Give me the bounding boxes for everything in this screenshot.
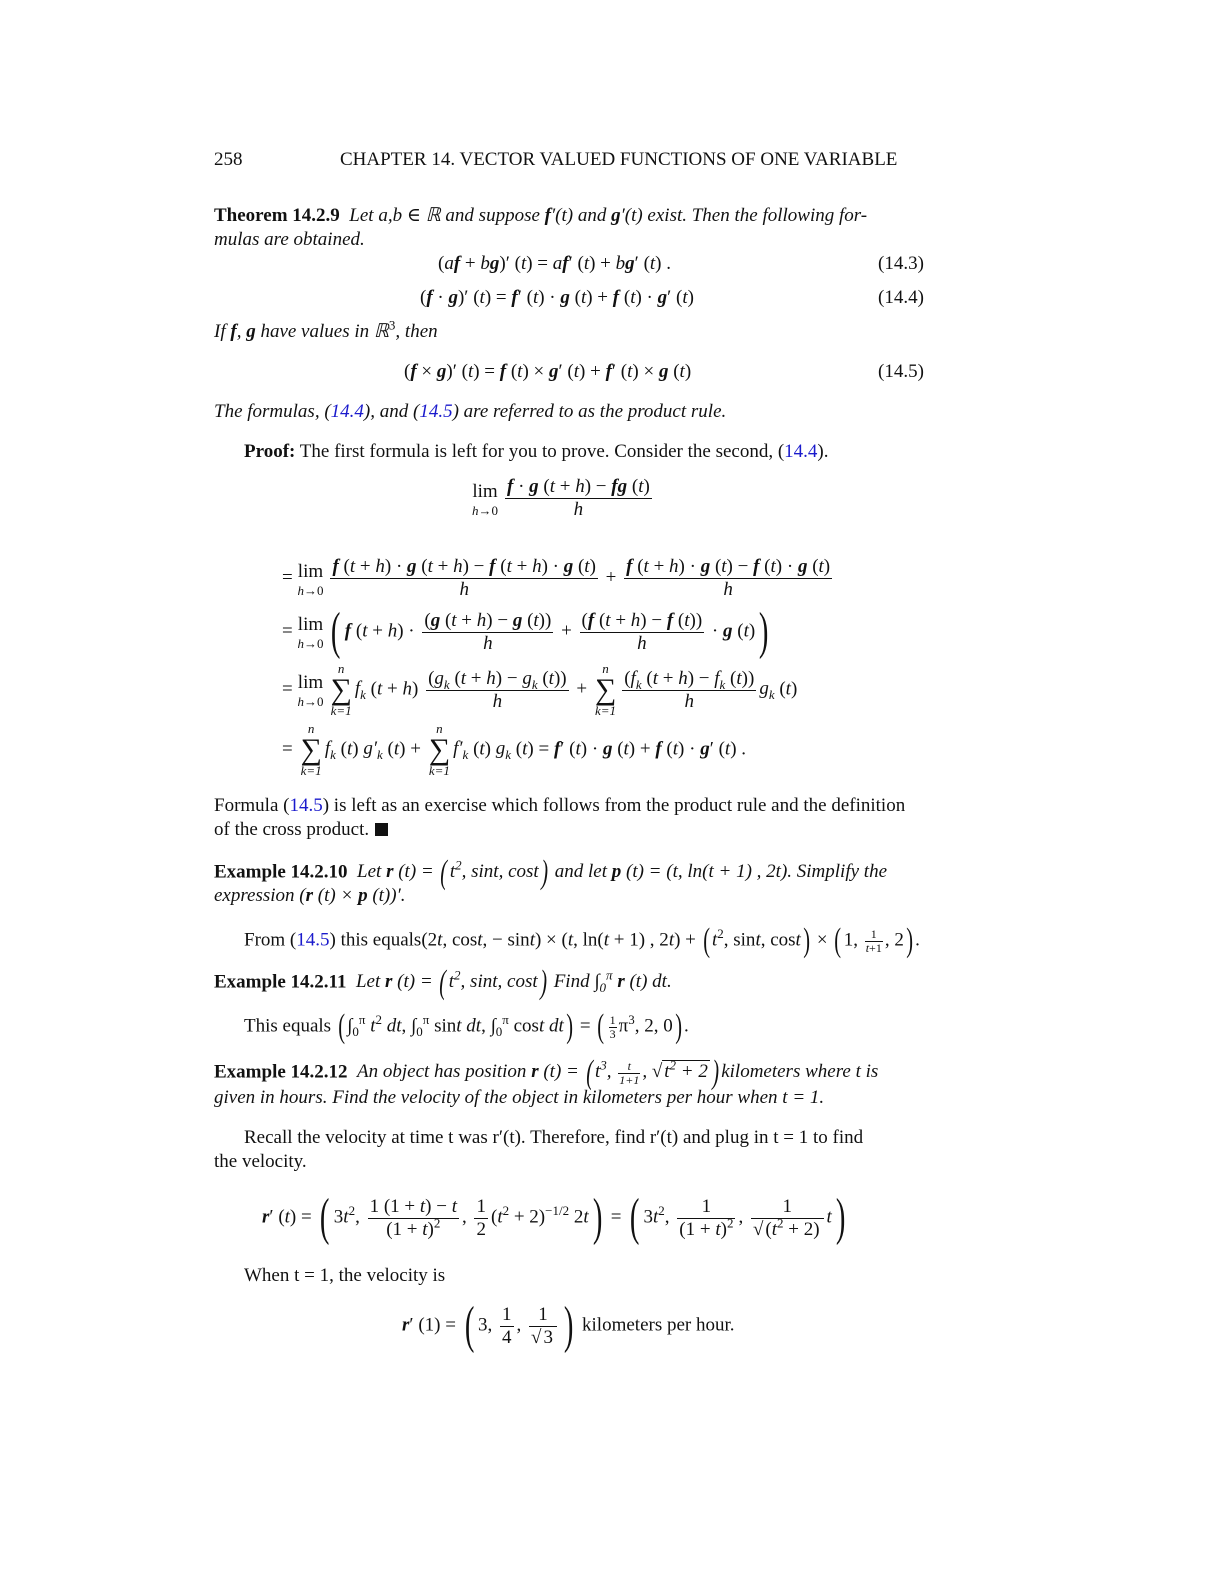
theorem-statement-cont: mulas are obtained. [214,229,365,250]
equation-14-4: (f · g)′ (t) = f′ (t) · g (t) + f (t) · g′ (t) [420,287,694,308]
exercise-note: Formula (14.5) is left as an exercise which follows from the product rule and the definition [214,795,906,816]
example-12-statement: Example 14.2.12 An object has position r (t) = ( $t^3$, $\frac{t}{1+1}$ , √ $t^2 + 2$ ) kilometers where t is [214,1054,879,1091]
derivation-line-2: = lim h→0 ( f (t + h) · $\frac{(g (t + h) - g (t))}{h}$ + $\frac{(f (t + h) - f (t))}{h}$ · g (t)) [282,603,769,660]
equation-number-14-4: (14.4) [878,287,924,308]
velocity-at-1-equation: r′ (1) = ( 3, $\frac{1}{4}$ , $\frac{1}{√ 3}$ ) kilometers per hour. [402,1297,735,1354]
velocity-units: kilometers per hour. [582,1314,735,1336]
proof-intro: Proof: The first formula is left for you to prove. Consider the second, (14.4). [244,441,829,462]
when-t-equals-1: When t = 1, the velocity is [244,1265,446,1286]
example-12-recall: Recall the velocity at time t was r′(t). Therefore, find r′(t) and plug in t = 1 to find [244,1127,864,1148]
theorem-statement: Theorem 14.2.9 Let a,b ∈ ℝ and suppose f′(t) and g′(t) exist. Then the following for- [214,205,868,226]
ref-link-14-5-example[interactable]: 14.5 [296,929,330,951]
proof-label: Proof: [244,441,296,462]
derivation-line-4: = n ∑ k=1 $f_k$ (t) $g'_k$ (t) + n ∑ k=1 $f'_k$ (t) $g_k$ (t) = f′ (t) · g (t) + f (t) · g′ (t) . [282,721,747,778]
running-title: CHAPTER 14. VECTOR VALUED FUNCTIONS OF ONE VARIABLE [340,149,898,170]
ref-link-14-5[interactable]: 14.5 [419,401,453,422]
example-10-statement: Example 14.2.10 Let r (t) = ( $t^2$, sint, cost) and let p (t) = (t, ln(t + 1) , 2t). Simplify the [214,854,888,891]
qed-square-icon [375,823,388,836]
product-rule-note: The formulas, (14.4), and (14.5) are referred to as the product rule. [214,401,727,422]
example-11-statement: Example 14.2.11 Let r (t) = ( $t^2$, sint, cost) Find $\int_0^\pi$ r (t) dt. [214,964,672,1001]
derivation-line-1: = lim h→0 $\frac{f (t + h) \cdot g (t + h) - f (t + h) \cdot g (t)}{h}$ + $\frac{f (t + h) \cdot g (t) - f (t) \cdot g (t)}{h}$ [282,556,831,600]
ref-link-14-4-proof[interactable]: 14.4 [784,441,818,462]
exercise-note-cont: of the cross product. [214,818,388,842]
example-10-solution: From (14.5) this equals(2t, cost, − sint) × (t, ln(t + 1) , 2t) + ( $t^2$, sint, cost) × ( 1, $\frac{1}{t+1}$ , 2) . [244,922,920,959]
example-12-label: Example 14.2.12 [214,1061,348,1083]
equation-number-14-3: (14.3) [878,253,924,274]
theorem-label: Theorem 14.2.9 [214,205,340,226]
example-12-statement-cont: given in hours. Find the velocity of the object in kilometers per hour when t = 1. [214,1087,825,1108]
derivation-line-3: = lim h→0 n ∑ k=1 $f_k$ (t + h) $\frac{(g_k (t + h) - g_k (t))}{h}$ + n ∑ k=1 $\frac{(f_k (t + h) - f_k (t))}{h}$ $g_k$ (t) [282,661,798,718]
equation-14-3: (af + bg)′ (t) = af′ (t) + bg′ (t) . [438,253,671,274]
equation-number-14-5: (14.5) [878,361,924,382]
example-10-statement-cont: expression (r (t) × p (t))′. [214,885,406,906]
ref-link-14-4[interactable]: 14.4 [330,401,364,422]
ref-link-14-5-exercise[interactable]: 14.5 [289,795,323,816]
equation-14-5: (f × g)′ (t) = f (t) × g′ (t) + f′ (t) × g (t) [404,361,692,382]
page-number: 258 [214,149,243,170]
example-10-label: Example 14.2.10 [214,861,348,883]
velocity-derivative-equation: r′ (t) = ( $3t^2$, $\frac{1 (1 + t) - t}{(1 + t)^2}$ , $\frac{1}{2}$ $(t^2 + 2)^{-1/2}$ 2t) = ( $3t^2$, $\frac{1}{(1 + t)^2}$ , $\frac{1}{√ (t^2 + 2)}$ t) [262,1189,846,1246]
example-11-solution: This equals ( $\int_0^\pi$ $t^2$ dt, $\int_0^\pi$ sint dt, $\int_0^\pi$ cost dt) = ( $\frac{1}{3}$ $\pi^3$, 2, 0) . [244,1008,689,1045]
example-11-label: Example 14.2.11 [214,971,347,993]
r3-condition: If f, g have values in ℝ$^3$, then [214,317,438,342]
example-12-recall-cont: the velocity. [214,1151,307,1172]
limit-expression: lim h→0 $\frac{f \cdot g (t + h) - fg (t)}{h}$ [472,476,650,520]
